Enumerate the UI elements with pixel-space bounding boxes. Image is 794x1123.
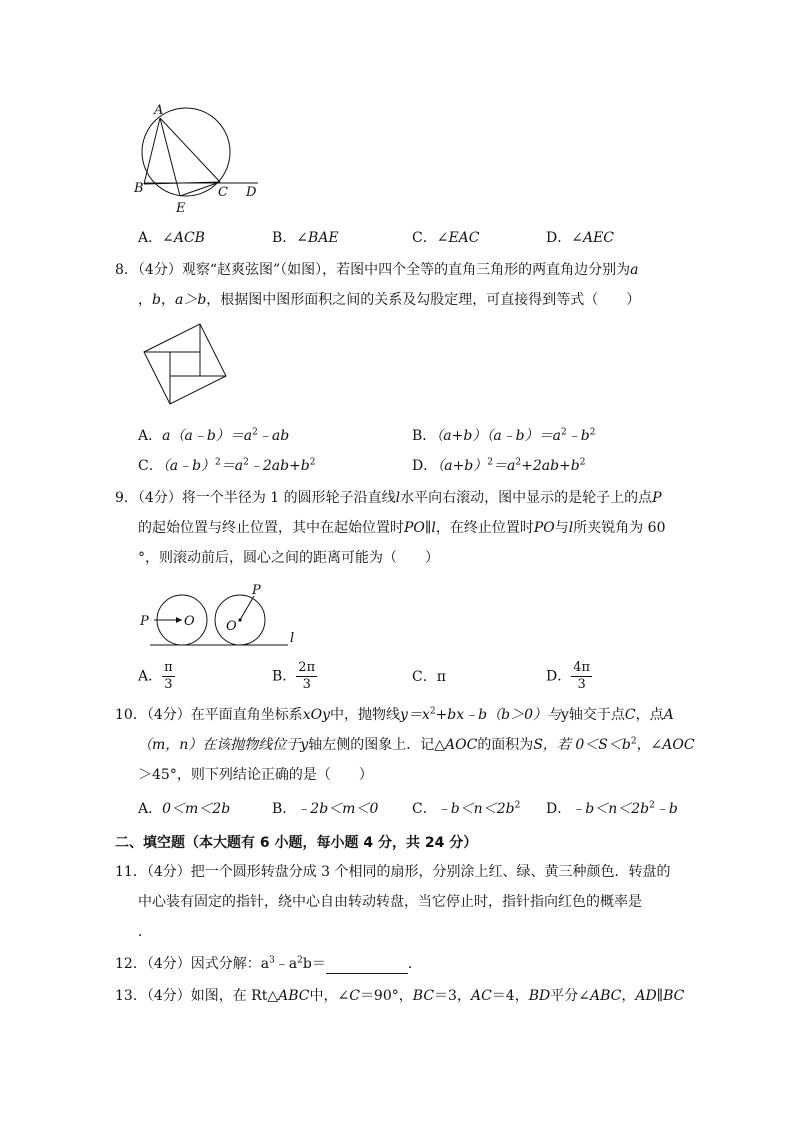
label-b: B bbox=[134, 181, 144, 196]
fig9-label-l: l bbox=[290, 631, 295, 646]
q10-option-c[interactable]: C．$﹣b<n<2b^2$ bbox=[412, 800, 521, 817]
q7-option-a[interactable]: A．∠ACB bbox=[138, 230, 205, 246]
q8-stem-line2: ，b，a＞b，根据图中图形面积之间的关系及勾股定理，可直接得到等式（ ） bbox=[138, 292, 641, 308]
q10-stem-line2: （m，n）在该抛物线位于y轴左侧的图象上．记△AOC的面积为S，若 $0<S<b^2$，∠AOC bbox=[138, 736, 695, 753]
q10-option-b[interactable]: B．﹣2b＜m＜0 bbox=[272, 801, 379, 817]
q8-option-c[interactable]: C．$(a﹣b)^2=a^2﹣2ab+b^2$ bbox=[138, 457, 316, 474]
q9-stem-line1: 9．（4分）将一个半径为 1 的圆形轮子沿直线l水平向右滚动，图中显示的是轮子上的点P bbox=[115, 490, 662, 506]
rolling-wheel-figure bbox=[136, 580, 316, 650]
fig9-label-o1: O bbox=[184, 614, 195, 629]
q11-stem-line1: 11．（4分）把一个圆形转盘分成 3 个相同的扇形，分别涂上红、绿、黄三种颜色．转盘的 bbox=[115, 864, 671, 880]
label-e: E bbox=[176, 201, 186, 215]
zhao-shuang-figure bbox=[138, 318, 234, 410]
q9-stem-line2: 的起始位置与终止位置，其中在起始位置时PO∥l，在终止位置时PO与l所夹锐角为 60 bbox=[138, 520, 666, 536]
label-a: A bbox=[154, 103, 164, 118]
q8-option-b[interactable]: B．$(a+b)(a﹣b)=a^2﹣b^2$ bbox=[412, 427, 596, 444]
fig9-label-p1: P bbox=[140, 614, 149, 629]
q10-option-d[interactable]: D．$﹣b<n<2b^2﹣b$ bbox=[546, 800, 678, 817]
label-d: D bbox=[246, 185, 257, 200]
q9-stem-line3: °，则滚动前后，圆心之间的距离可能为（ ） bbox=[138, 550, 439, 566]
q9-option-c[interactable]: C．π bbox=[412, 669, 446, 685]
q12-stem: 12．（4分）因式分解：$a^3﹣a^2b=$ ． bbox=[115, 955, 422, 972]
q9-option-b[interactable]: B． $\frac{2\pi}{3}$ bbox=[272, 660, 316, 692]
q11-stem-line2: 中心装有固定的指针，绕中心自由转动转盘，当它停止时，指针指向红色的概率是 bbox=[138, 894, 642, 910]
q8-option-a[interactable]: A．$a(a﹣b)=a^2﹣ab$ bbox=[138, 427, 290, 444]
q10-stem-line1: 10．（4分）在平面直角坐标系xOy中，抛物线$y=x^2+bx﹣b(b>0)$与y轴交于点C，点A bbox=[115, 706, 674, 723]
q11-stem-line3: ． bbox=[138, 924, 152, 940]
q12-answer-blank[interactable] bbox=[326, 959, 408, 974]
q8-stem-line1: 8．（4分）观察“赵爽弦图”（如图），若图中四个全等的直角三角形的两直角边分别为a bbox=[115, 262, 639, 278]
q7-circle-figure bbox=[130, 100, 270, 215]
q10-stem-line3: ＞45°，则下列结论正确的是（ ） bbox=[138, 767, 373, 783]
q8-option-d[interactable]: D．$(a+b)^2=a^2+2ab+b^2$ bbox=[412, 457, 586, 474]
section-2-heading: 二、填空题（本大题有 6 小题，每小题 4 分，共 24 分） bbox=[115, 835, 478, 851]
q13-stem: 13．（4分）如图，在 Rt△ABC中，∠C＝90°，BC＝3，AC＝4，BD平分∠ABC，AD∥BC bbox=[115, 988, 685, 1004]
q7-option-b[interactable]: B．∠BAE bbox=[272, 230, 339, 246]
label-c: C bbox=[218, 185, 228, 200]
q9-option-d[interactable]: D． $\frac{4\pi}{3}$ bbox=[546, 660, 591, 692]
q7-option-d[interactable]: D．∠AEC bbox=[546, 230, 615, 246]
q10-option-a[interactable]: A．0＜m＜2b bbox=[138, 801, 231, 817]
fig9-label-p2: P bbox=[252, 583, 261, 598]
q7-option-c[interactable]: C．∠EAC bbox=[412, 230, 480, 246]
fig9-label-o2: O bbox=[226, 619, 237, 634]
q9-option-a[interactable]: A． $\frac{\pi}{3}$ bbox=[138, 660, 173, 692]
